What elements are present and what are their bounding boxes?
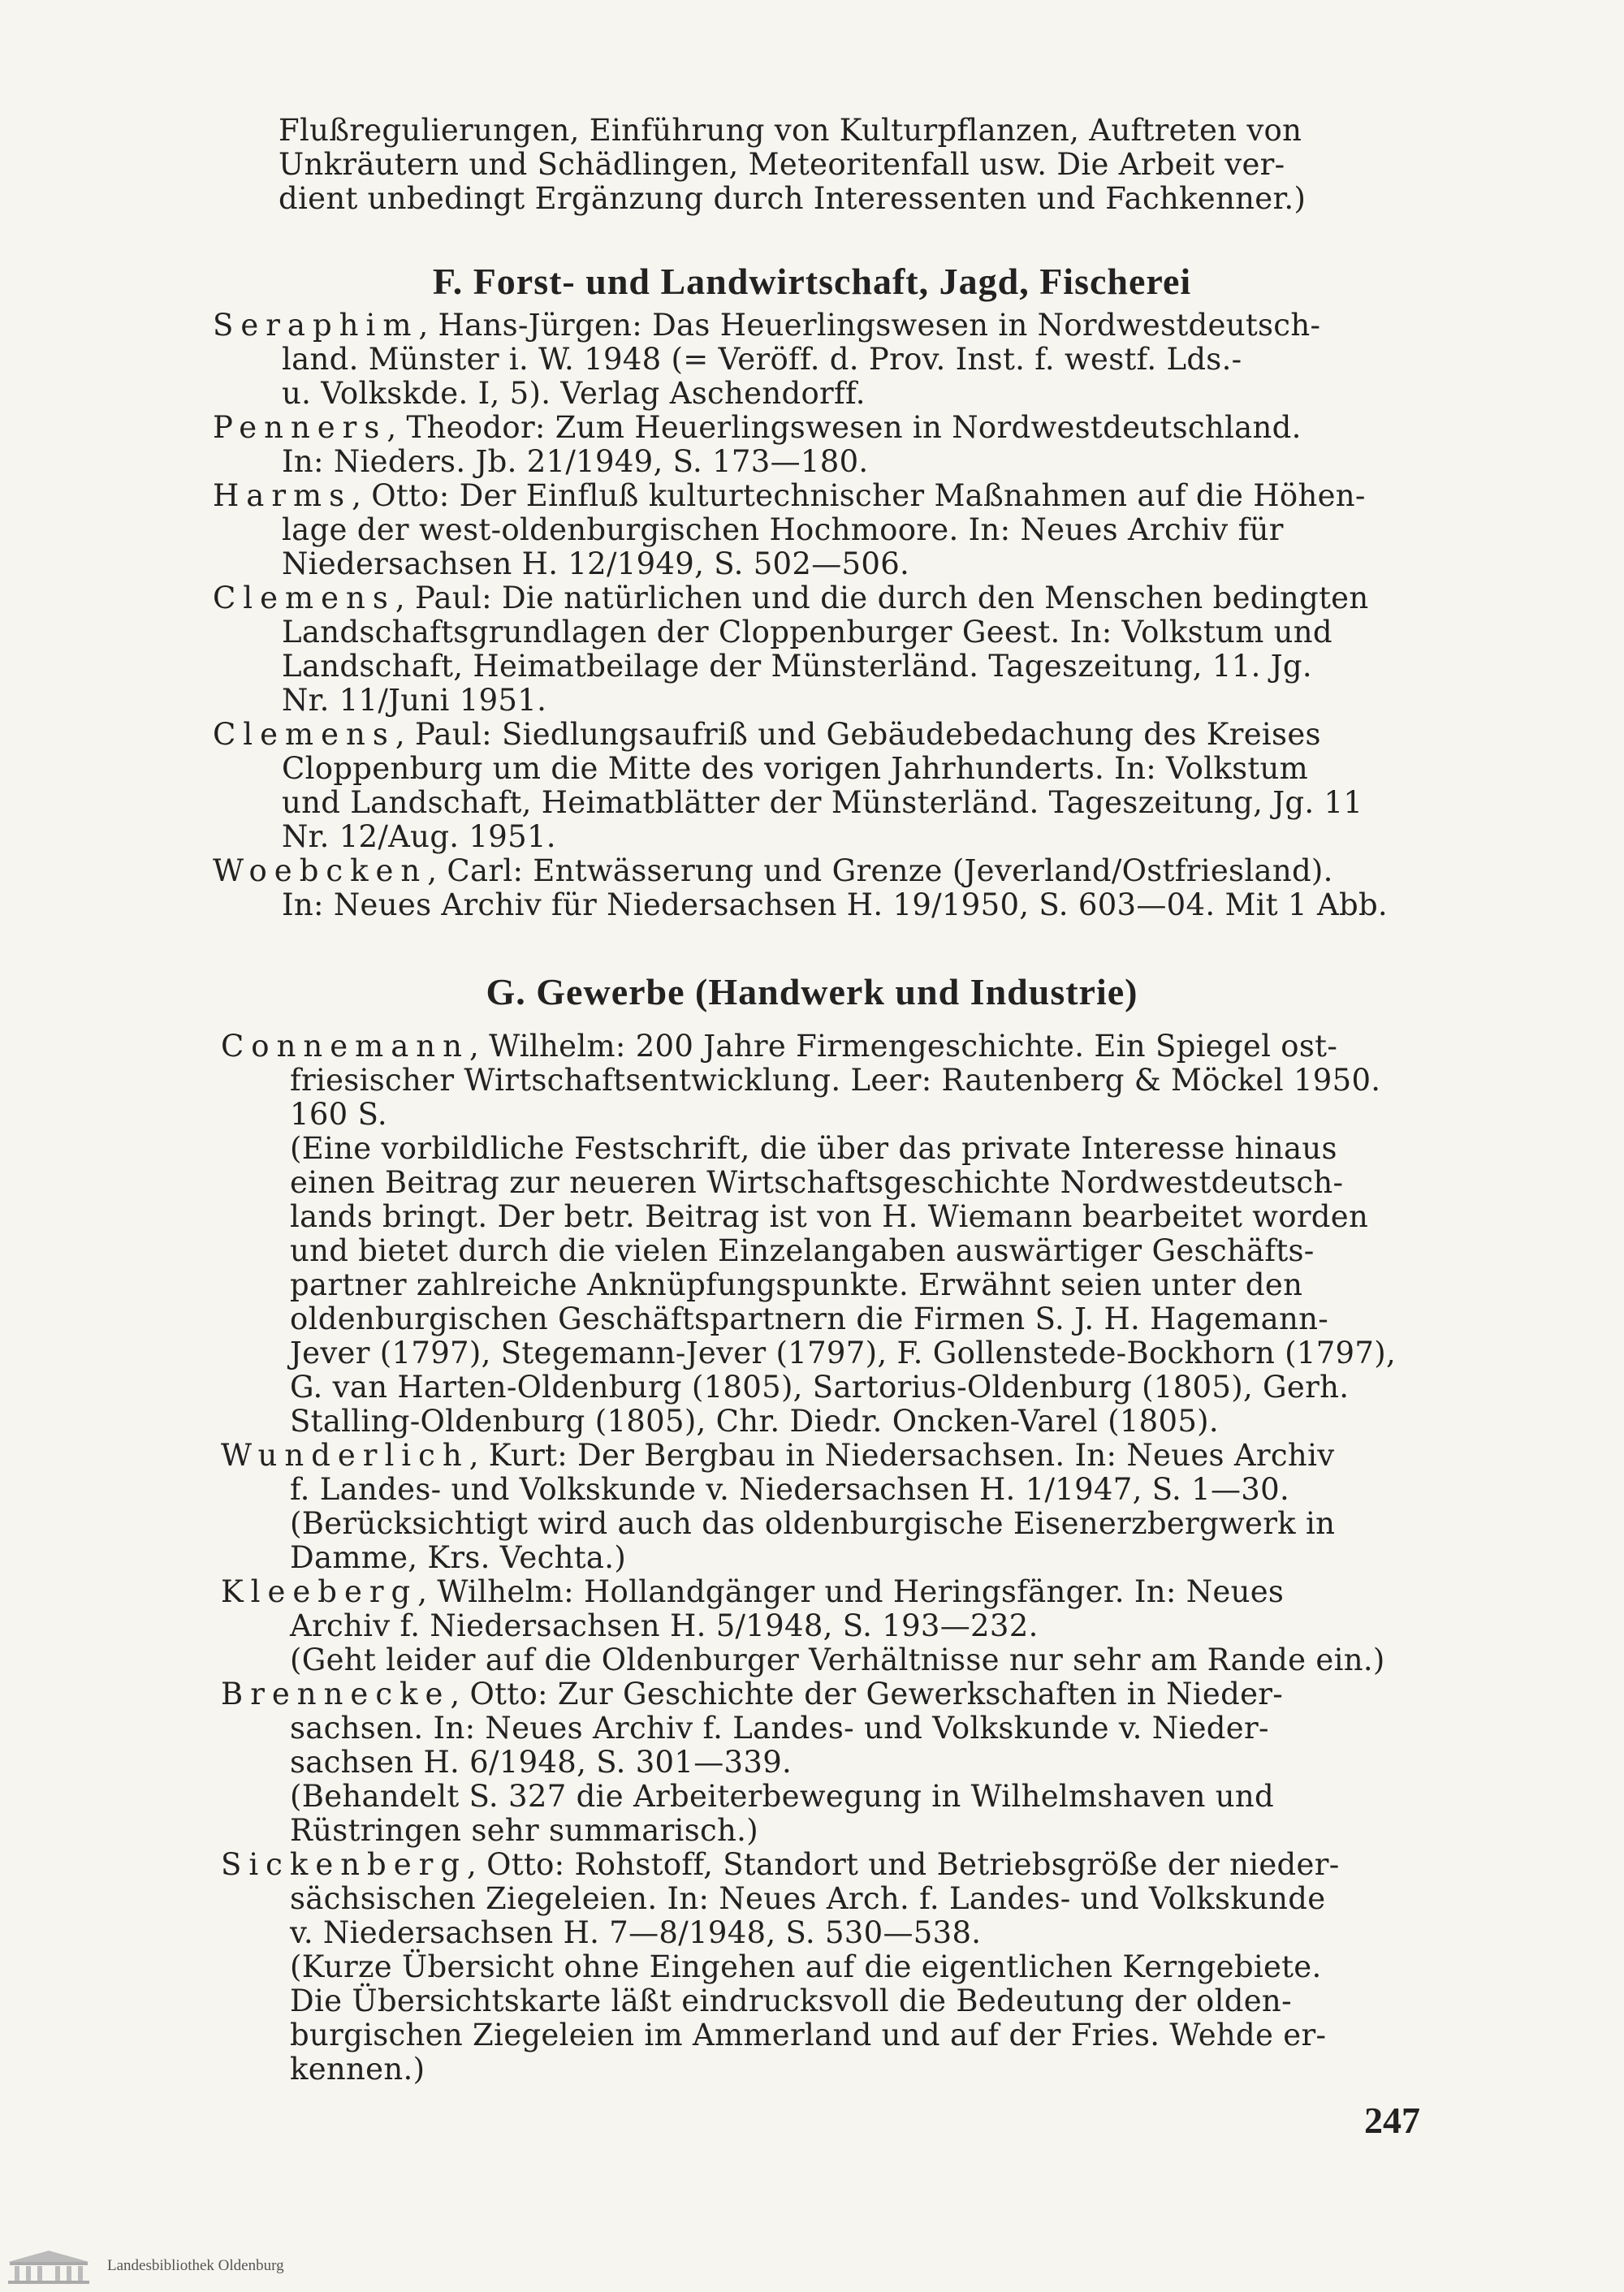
intro-line: dient unbedingt Ergänzung durch Interessenten und Fachkenner.) (279, 181, 1307, 216)
entry-author: Kleeberg (221, 1574, 418, 1609)
entry-line: einen Beitrag zur neueren Wirtschaftsgeschichte Nordwestdeutsch- (290, 1165, 1344, 1200)
library-name: Landesbibliothek Oldenburg (107, 2257, 284, 2274)
intro-line: Flußregulierungen, Einführung von Kulturpflanzen, Auftreten von (279, 113, 1302, 148)
entry-author: Wunderlich (221, 1438, 469, 1473)
entry-line: In: Nieders. Jb. 21/1949, S. 173—180. (282, 444, 869, 479)
bibliography-entry (213, 479, 1388, 581)
entry-line: Nr. 11/Juni 1951. (282, 683, 547, 718)
section-f-entries (213, 309, 1388, 922)
entry-author: Sickenberg (221, 1847, 468, 1882)
bibliography-entry (213, 854, 1388, 922)
entry-first-line (213, 854, 1388, 888)
section-g-heading: G. Gewerbe (Handwerk und Industrie) (486, 971, 1138, 1012)
entry-line: Niedersachsen H. 12/1949, S. 502—506. (282, 546, 910, 581)
entry-text: , Theodor: Zum Heuerlingswesen in Nordwestdeutschland. (387, 410, 1302, 445)
entry-line: v. Niedersachsen H. 7—8/1948, S. 530—538. (290, 1915, 982, 1950)
entry-line: friesischer Wirtschaftsentwicklung. Leer: Rautenberg & Möckel 1950. (290, 1063, 1381, 1098)
bibliography-entry (221, 1575, 1396, 1677)
entry-text: , Otto: Zur Geschichte der Gewerkschaften in Nieder- (450, 1677, 1284, 1711)
entry-line: partner zahlreiche Anknüpfungspunkte. Erwähnt seien unter den (290, 1267, 1303, 1302)
entry-first-line (221, 1439, 1396, 1473)
entry-line: Damme, Krs. Vechta.) (290, 1540, 627, 1575)
entry-line: (Eine vorbildliche Festschrift, die über das private Interesse hinaus (290, 1131, 1337, 1166)
entry-first-line (213, 479, 1388, 513)
entry-author: Clemens (213, 581, 395, 615)
entry-line: Die Übersichtskarte läßt eindrucksvoll die Bedeutung der olden- (290, 1983, 1292, 2018)
entry-line: kennen.) (290, 2052, 425, 2087)
section-g-entries (221, 1029, 1396, 2087)
entry-author: Harms (213, 478, 352, 513)
entry-text: , Kurt: Der Bergbau in Niedersachsen. In: Neues Archiv (469, 1438, 1335, 1473)
entry-first-line (221, 1029, 1396, 1064)
entry-line: land. Münster i. W. 1948 (= Veröff. d. Prov. Inst. f. westf. Lds.- (282, 342, 1242, 377)
entry-text: , Wilhelm: Hollandgänger und Heringsfänger. In: Neues (417, 1574, 1285, 1609)
library-footer (0, 2241, 1624, 2292)
entry-first-line (221, 1848, 1396, 1882)
entry-line: 160 S. (290, 1097, 387, 1132)
entry-line: (Geht leider auf die Oldenburger Verhältnisse nur sehr am Rande ein.) (290, 1642, 1385, 1677)
entry-text: , Wilhelm: 200 Jahre Firmengeschichte. Ein Spiegel ost- (469, 1029, 1338, 1064)
entry-author: Woebcken (213, 853, 428, 888)
section-f-heading: F. Forst- und Landwirtschaft, Jagd, Fischerei (432, 261, 1192, 302)
entry-line: u. Volkskde. I, 5). Verlag Aschendorff. (282, 376, 866, 411)
library-building-icon (5, 2247, 93, 2285)
bibliography-entry (221, 1848, 1396, 2087)
entry-line: Archiv f. Niedersachsen H. 5/1948, S. 193—232. (290, 1608, 1039, 1643)
entry-author: Brennecke (221, 1677, 451, 1711)
entry-line: Rüstringen sehr summarisch.) (290, 1813, 758, 1848)
entry-line: und bietet durch die vielen Einzelangaben auswärtiger Geschäfts- (290, 1233, 1315, 1268)
bibliography-entry (213, 309, 1388, 411)
entry-line: (Behandelt S. 327 die Arbeiterbewegung in Wilhelmshaven und (290, 1779, 1275, 1814)
entry-line: In: Neues Archiv für Niedersachsen H. 19/1950, S. 603—04. Mit 1 Abb. (282, 887, 1388, 922)
bibliography-entry (221, 1677, 1396, 1848)
entry-line: Jever (1797), Stegemann-Jever (1797), F. Gollenstede-Bockhorn (1797), (290, 1336, 1397, 1370)
entry-first-line (213, 309, 1388, 343)
entry-line: lands bringt. Der betr. Beitrag ist von H. Wiemann bearbeitet worden (290, 1199, 1369, 1234)
entry-text: , Otto: Rohstoff, Standort und Betriebsgröße der nieder- (467, 1847, 1340, 1882)
bibliography-entry (213, 411, 1388, 479)
entry-text: , Carl: Entwässerung und Grenze (Jeverland/Ostfriesland). (427, 853, 1333, 888)
entry-author: Seraphim (213, 308, 419, 343)
intro-paragraph (279, 114, 1306, 216)
entry-line: oldenburgischen Geschäftspartnern die Firmen S. J. H. Hagemann- (290, 1301, 1329, 1336)
entry-first-line (221, 1677, 1396, 1711)
entry-first-line (213, 581, 1388, 615)
bibliography-entry (213, 581, 1388, 718)
bibliography-entry (213, 718, 1388, 854)
entry-line: lage der west-oldenburgischen Hochmoore. In: Neues Archiv für (282, 512, 1284, 547)
entry-first-line (221, 1575, 1396, 1609)
page-number: 247 (1364, 2100, 1420, 2141)
entry-line: Landschaft, Heimatbeilage der Münsterländ. Tageszeitung, 11. Jg. (282, 649, 1312, 684)
entry-first-line (213, 411, 1388, 445)
entry-text: , Otto: Der Einfluß kulturtechnischer Maßnahmen auf die Höhen- (352, 478, 1366, 513)
entry-author: Clemens (213, 717, 395, 752)
entry-line: burgischen Ziegeleien im Ammerland und auf der Fries. Wehde er- (290, 2018, 1327, 2052)
entry-line: f. Landes- und Volkskunde v. Niedersachsen H. 1/1947, S. 1—30. (290, 1472, 1290, 1507)
entry-line: sachsen. In: Neues Archiv f. Landes- und Volkskunde v. Nieder- (290, 1711, 1269, 1746)
entry-first-line (213, 718, 1388, 752)
entry-line: G. van Harten-Oldenburg (1805), Sartorius-Oldenburg (1805), Gerh. (290, 1370, 1350, 1405)
entry-text: , Paul: Die natürlichen und die durch den Menschen bedingten (395, 581, 1369, 615)
entry-line: sachsen H. 6/1948, S. 301—339. (290, 1745, 793, 1780)
intro-line: Unkräutern und Schädlingen, Meteoritenfall usw. Die Arbeit ver- (279, 147, 1285, 182)
entry-author: Penners (213, 410, 387, 445)
bibliography-entry (221, 1029, 1396, 1439)
entry-line: und Landschaft, Heimatblätter der Münsterländ. Tageszeitung, Jg. 11 (282, 785, 1363, 820)
entry-line: (Berücksichtigt wird auch das oldenburgische Eisenerzbergwerk in (290, 1506, 1336, 1541)
entry-line: Landschaftsgrundlagen der Cloppenburger Geest. In: Volkstum und (282, 615, 1332, 650)
entry-text: , Paul: Siedlungsaufriß und Gebäudebedachung des Kreises (395, 717, 1321, 752)
bibliography-entry (221, 1439, 1396, 1575)
entry-line: sächsischen Ziegeleien. In: Neues Arch. f. Landes- und Volkskunde (290, 1881, 1326, 1916)
entry-author: Connemann (221, 1029, 469, 1064)
entry-line: Cloppenburg um die Mitte des vorigen Jahrhunderts. In: Volkstum (282, 751, 1309, 786)
entry-line: (Kurze Übersicht ohne Eingehen auf die eigentlichen Kerngebiete. (290, 1949, 1322, 1984)
entry-line: Nr. 12/Aug. 1951. (282, 819, 556, 854)
entry-line: Stalling-Oldenburg (1805), Chr. Diedr. Oncken-Varel (1805). (290, 1404, 1219, 1439)
entry-text: , Hans-Jürgen: Das Heuerlingswesen in Nordwestdeutsch- (418, 308, 1321, 343)
